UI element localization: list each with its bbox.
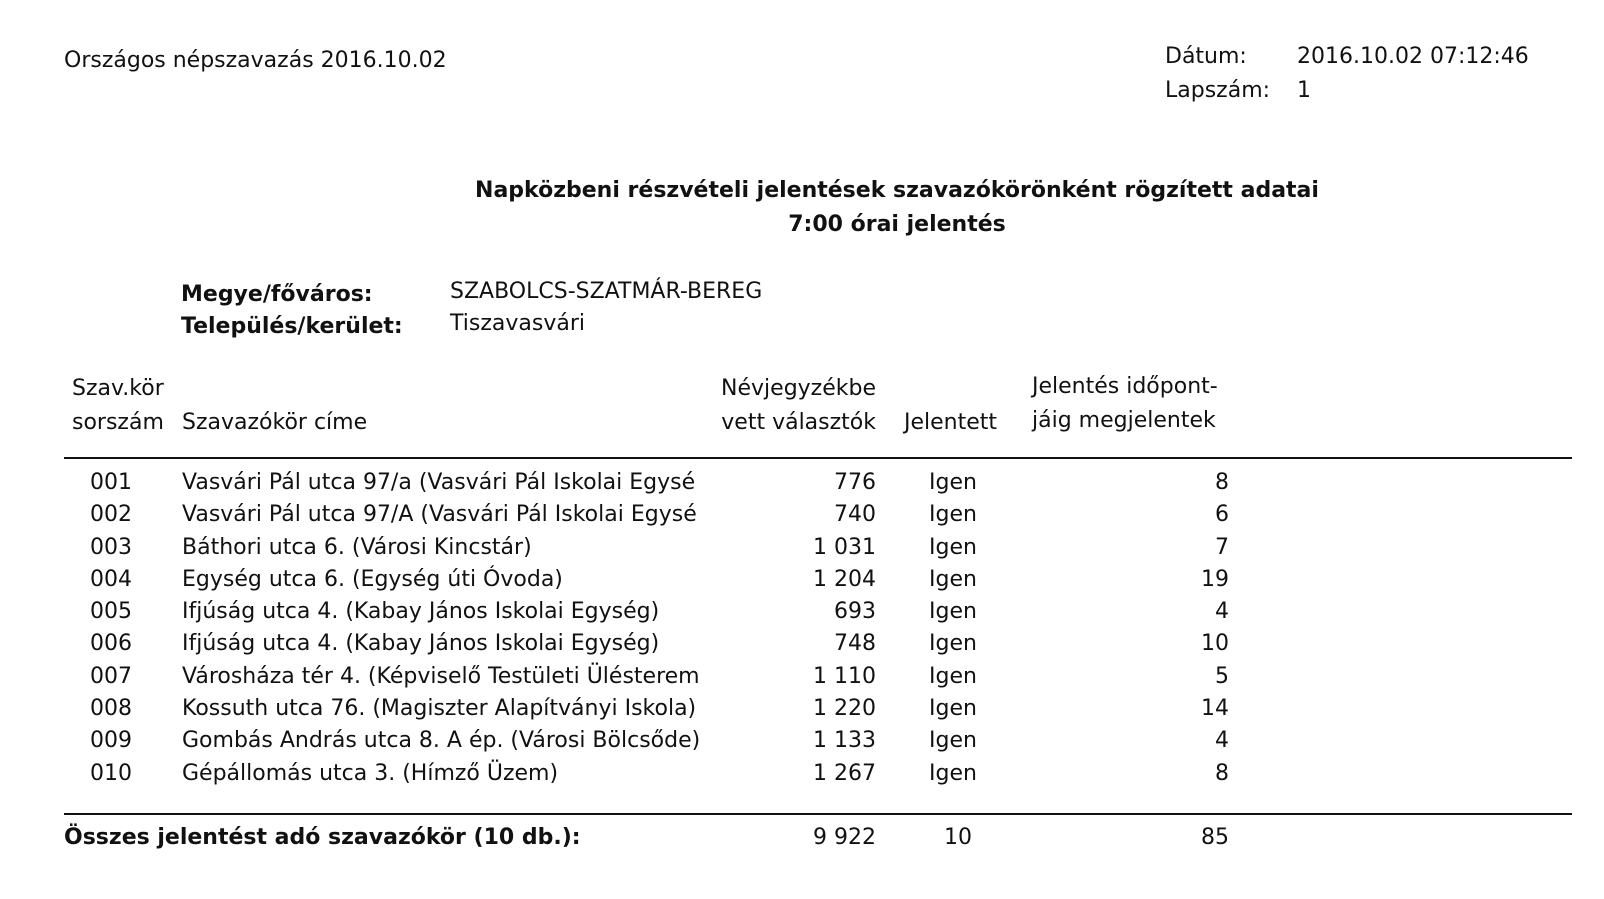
column-header-voters [700,372,876,440]
total-divider [64,813,1572,815]
row-turnout: 8 [1215,760,1229,786]
table-row [0,499,1604,531]
column-header-number-line2: sorszám [72,410,164,435]
row-voters: 1 204 [813,566,876,592]
page-number-label: Lapszám: [1165,78,1271,103]
row-reported: Igen [929,470,977,495]
row-number: 005 [90,599,132,625]
total-label: Összes jelentést adó szavazókör (10 db.): [64,825,581,850]
report-subtitle: 7:00 órai jelentés [788,212,1006,237]
page-number-value: 1 [1297,78,1311,103]
row-number: 001 [90,470,132,495]
column-header-reported: Jelentett [904,410,998,435]
header-divider [64,457,1572,459]
row-reported: Igen [929,566,977,592]
row-reported: Igen [929,534,977,560]
row-turnout: 5 [1215,663,1229,689]
row-voters: 1 110 [813,663,876,689]
column-header-address: Szavazókör címe [182,410,368,435]
row-turnout: 7 [1215,534,1229,560]
table-row [0,532,1604,564]
town-label: Település/kerület: [181,314,403,339]
column-header-number [72,372,164,440]
row-reported: Igen [929,502,977,528]
row-address: Ifjúság utca 4. (Kabay János Iskolai Egység) [182,599,660,625]
column-header-voters-line1: Névjegyzékbe [721,376,876,401]
table-row [0,467,1604,499]
row-voters: 693 [834,599,876,625]
row-number: 006 [90,631,132,657]
date-label: Dátum: [1165,44,1247,69]
row-number: 003 [90,534,132,560]
row-turnout: 6 [1215,502,1229,528]
row-number: 007 [90,663,132,689]
table-row [0,758,1604,790]
row-number: 008 [90,696,132,722]
row-address: Gombás András utca 8. A ép. (Városi Bölcsőde) [182,728,701,754]
row-voters: 748 [834,631,876,657]
row-address: Ifjúság utca 4. (Kabay János Iskolai Egység) [182,631,660,657]
row-turnout: 10 [1201,631,1229,657]
column-header-turnout-line2: jáig megjelentek [1032,408,1216,433]
row-reported: Igen [929,696,977,722]
row-address: Városháza tér 4. (Képviselő Testületi Ülésterem [182,663,700,689]
column-header-turnout-line1: Jelentés időpont- [1032,374,1218,399]
row-voters: 1 031 [813,534,876,560]
total-turnout: 85 [1201,825,1229,850]
row-reported: Igen [929,631,977,657]
election-title: Országos népszavazás 2016.10.02 [64,48,447,73]
table-row [0,693,1604,725]
county-label: Megye/főváros: [181,282,373,307]
row-voters: 1 220 [813,696,876,722]
county-value: SZABOLCS-SZATMÁR-BEREG [450,279,763,304]
row-turnout: 19 [1201,566,1229,592]
table-row [0,564,1604,596]
row-reported: Igen [929,663,977,689]
town-value: Tiszavasvári [450,311,585,336]
table-row [0,628,1604,660]
row-address: Vasvári Pál utca 97/A (Vasvári Pál Iskolai Egysé [182,502,697,528]
row-turnout: 14 [1201,696,1229,722]
row-reported: Igen [929,728,977,754]
row-turnout: 8 [1215,470,1229,495]
row-address: Egység utca 6. (Egység úti Óvoda) [182,566,563,592]
row-address: Báthori utca 6. (Városi Kincstár) [182,534,532,560]
row-address: Vasvári Pál utca 97/a (Vasvári Pál Iskolai Egysé [182,470,696,495]
column-header-number-line1: Szav.kör [72,376,164,401]
table-row [0,725,1604,757]
table-row [0,596,1604,628]
date-value: 2016.10.02 07:12:46 [1297,44,1529,69]
total-voters: 9 922 [813,825,876,850]
row-number: 004 [90,566,132,592]
row-voters: 1 267 [813,760,876,786]
column-header-voters-line2: vett választók [721,410,876,435]
row-number: 009 [90,728,132,754]
table-row [0,661,1604,693]
row-number: 010 [90,760,132,786]
column-header-turnout [1032,370,1218,438]
row-voters: 776 [834,470,876,495]
row-turnout: 4 [1215,728,1229,754]
row-voters: 740 [834,502,876,528]
report-title: Napközbeni részvételi jelentések szavazókörönként rögzített adatai [475,178,1319,203]
row-reported: Igen [929,760,977,786]
total-reported: 10 [944,825,972,850]
row-reported: Igen [929,599,977,625]
row-turnout: 4 [1215,599,1229,625]
row-address: Kossuth utca 76. (Magiszter Alapítványi Iskola) [182,696,697,722]
row-address: Gépállomás utca 3. (Hímző Üzem) [182,760,559,786]
row-voters: 1 133 [813,728,876,754]
data-table [0,467,1604,790]
row-number: 002 [90,502,132,528]
